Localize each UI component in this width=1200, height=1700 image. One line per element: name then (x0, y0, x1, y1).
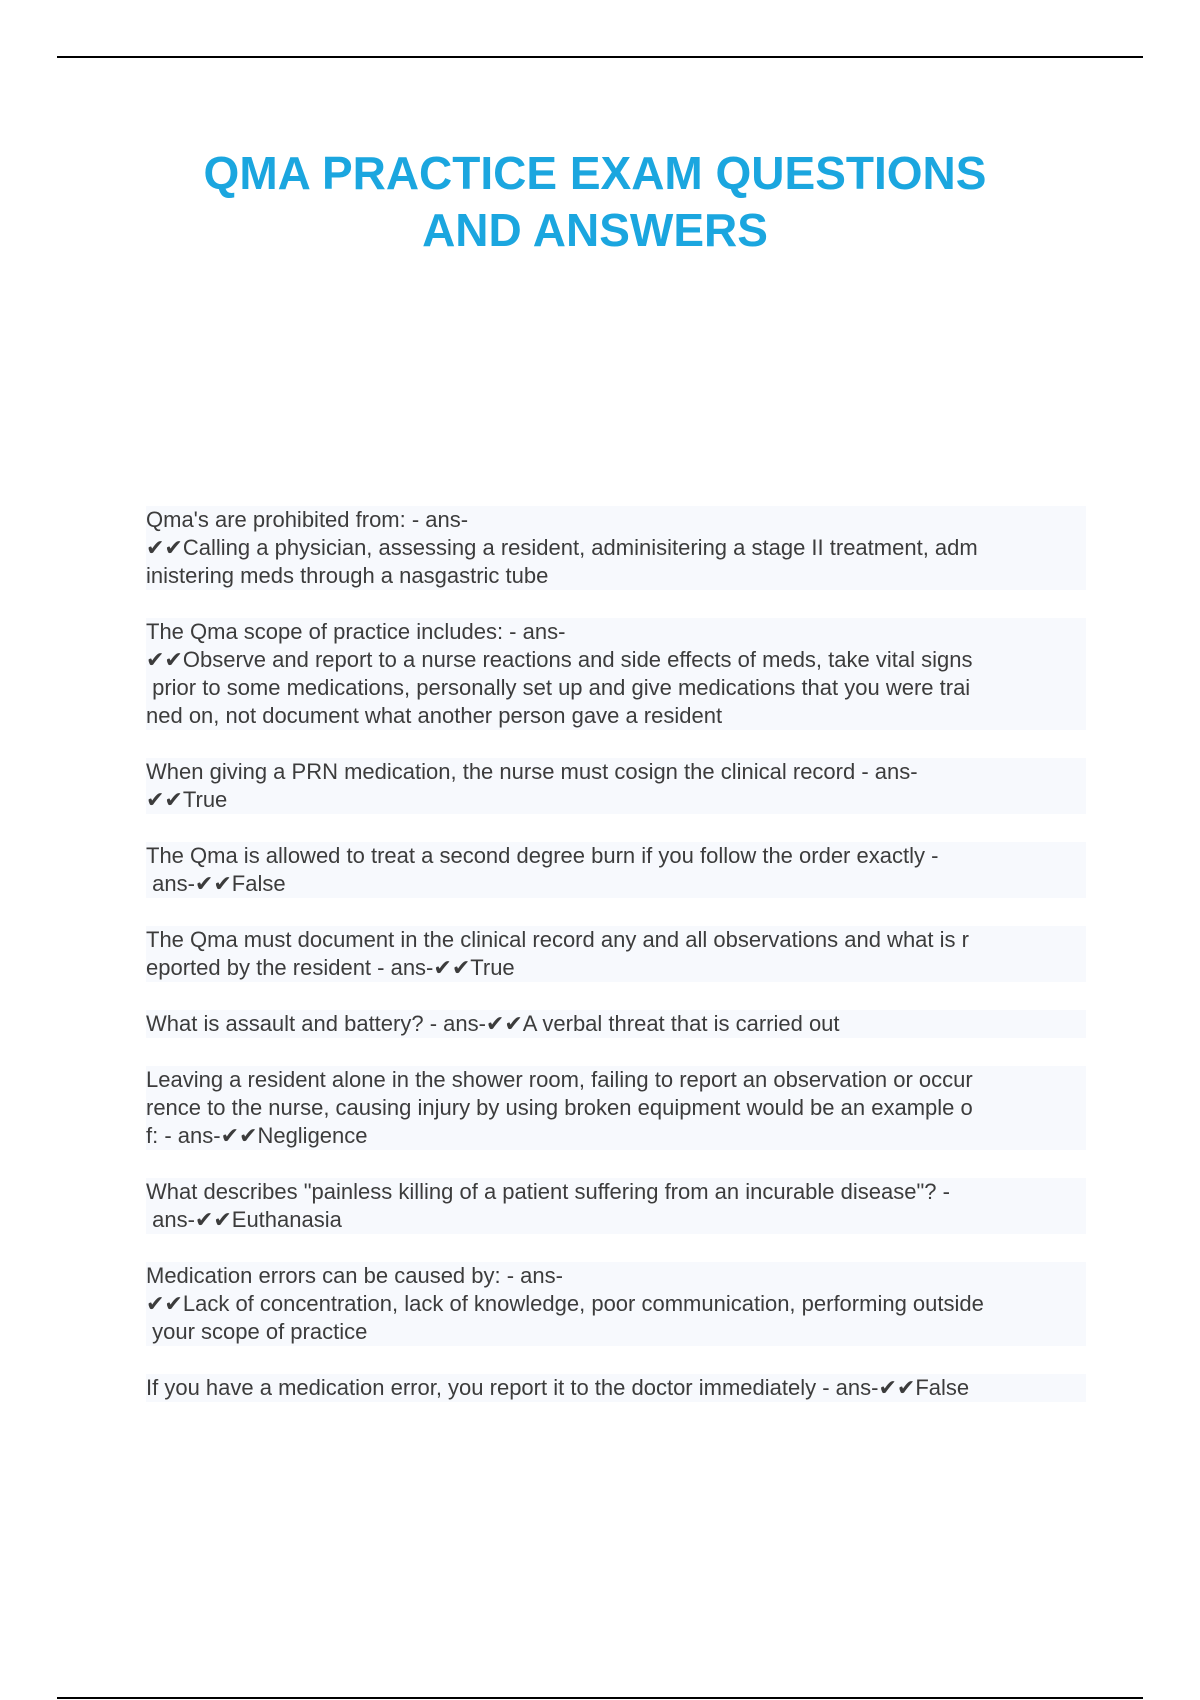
qa-line: your scope of practice (146, 1318, 1086, 1346)
qa-item (146, 842, 1086, 898)
qa-line: f: - ans-✔✔Negligence (146, 1122, 1086, 1150)
qa-line: ans-✔✔False (146, 870, 1086, 898)
qa-line: When giving a PRN medication, the nurse must cosign the clinical record - ans- (146, 758, 1086, 786)
qa-item (146, 758, 1086, 814)
question-answer-list (146, 506, 1086, 1430)
qa-item (146, 1262, 1086, 1346)
qa-line: eported by the resident - ans-✔✔True (146, 954, 1086, 982)
qa-line: ✔✔True (146, 786, 1086, 814)
qa-item (146, 1010, 1086, 1038)
qa-line: Medication errors can be caused by: - ans- (146, 1262, 1086, 1290)
qa-line: prior to some medications, personally set up and give medications that you were trai (146, 674, 1086, 702)
title-line: QMA PRACTICE EXAM QUESTIONS (203, 147, 987, 199)
qa-line: Qma's are prohibited from: - ans- (146, 506, 1086, 534)
qa-item (146, 618, 1086, 730)
top-horizontal-rule (57, 56, 1143, 58)
qa-item (146, 1178, 1086, 1234)
qa-item (146, 1374, 1086, 1402)
qa-line: inistering meds through a nasgastric tube (146, 562, 1086, 590)
document-title (100, 145, 1090, 259)
title-line: AND ANSWERS (422, 204, 768, 256)
qa-line: What describes "painless killing of a patient suffering from an incurable disease"? - (146, 1178, 1086, 1206)
bottom-horizontal-rule (57, 1697, 1143, 1699)
qa-line: rence to the nurse, causing injury by using broken equipment would be an example o (146, 1094, 1086, 1122)
qa-item (146, 926, 1086, 982)
qa-line: The Qma is allowed to treat a second degree burn if you follow the order exactly - (146, 842, 1086, 870)
qa-item (146, 1066, 1086, 1150)
qa-line: What is assault and battery? - ans-✔✔A verbal threat that is carried out (146, 1010, 1086, 1038)
qa-line: ✔✔Lack of concentration, lack of knowledge, poor communication, performing outside (146, 1290, 1086, 1318)
qa-line: The Qma scope of practice includes: - ans- (146, 618, 1086, 646)
qa-line: Leaving a resident alone in the shower room, failing to report an observation or occur (146, 1066, 1086, 1094)
qa-line: ✔✔Observe and report to a nurse reactions and side effects of meds, take vital signs (146, 646, 1086, 674)
qa-item (146, 506, 1086, 590)
qa-line: The Qma must document in the clinical record any and all observations and what is r (146, 926, 1086, 954)
qa-line: ans-✔✔Euthanasia (146, 1206, 1086, 1234)
qa-line: ned on, not document what another person gave a resident (146, 702, 1086, 730)
qa-line: If you have a medication error, you report it to the doctor immediately - ans-✔✔False (146, 1374, 1086, 1402)
qa-line: ✔✔Calling a physician, assessing a resident, adminisitering a stage II treatment, adm (146, 534, 1086, 562)
